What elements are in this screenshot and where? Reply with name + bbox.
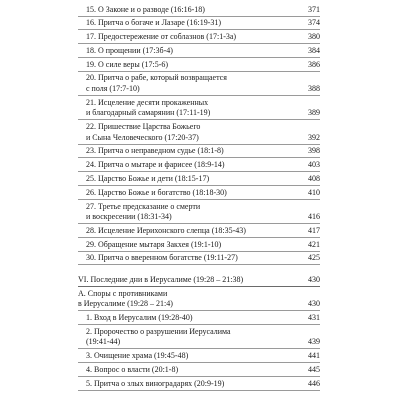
toc-entry-title: VI. Последние дни в Иерусалиме (19:28 – 21:38) bbox=[78, 274, 244, 284]
toc-entry bbox=[78, 253, 320, 266]
toc-entry-title: 16. Притча о богаче и Лазаре (16:19-31) bbox=[86, 18, 222, 28]
toc-entry-line bbox=[86, 253, 320, 264]
toc-entry-title: 25. Царство Божье и дети (18:15-17) bbox=[86, 173, 210, 183]
toc-entry-title: и Сына Человеческого (17:20-37) bbox=[86, 132, 199, 142]
toc-page-number: 388 bbox=[308, 83, 320, 93]
toc-entry-title: 4. Вопрос о власти (20:1-8) bbox=[86, 364, 179, 374]
toc-entry bbox=[78, 313, 320, 326]
toc-entry-title: 15. О Законе и о разводе (16:16-18) bbox=[86, 4, 205, 14]
toc-entry-title: 1. Вход в Иерусалим (19:28-40) bbox=[86, 313, 193, 323]
toc-section-heading bbox=[78, 288, 320, 311]
toc-entry-line bbox=[86, 351, 320, 362]
toc-entry-line bbox=[86, 212, 320, 223]
toc-entry-line bbox=[86, 98, 320, 109]
toc-entry-line bbox=[86, 146, 320, 157]
toc-entry bbox=[78, 122, 320, 145]
toc-entry bbox=[78, 32, 320, 45]
toc-page-number: 371 bbox=[308, 4, 320, 14]
toc-entry-title: 5. Притча о злых виноградарях (20:9-19) bbox=[86, 378, 225, 388]
toc-entry-line bbox=[86, 5, 320, 16]
toc-page-number: 410 bbox=[308, 187, 320, 197]
toc-entry-title: и благодарный самарянин (17:11-19) bbox=[86, 108, 211, 118]
toc-entry bbox=[78, 45, 320, 58]
toc-page-number: 386 bbox=[308, 59, 320, 69]
toc-entry-line bbox=[86, 18, 320, 29]
toc-entry-title: 2. Пророчество о разрушении Иерусалима bbox=[86, 326, 231, 336]
toc-page-number: 446 bbox=[308, 378, 320, 388]
toc-entry-title: с поля (17:7-10) bbox=[86, 83, 140, 93]
toc-entry-line bbox=[86, 46, 320, 57]
toc-page-number: 384 bbox=[308, 45, 320, 55]
toc-entry bbox=[78, 364, 320, 377]
toc-page-number: 398 bbox=[308, 146, 320, 156]
toc-entry bbox=[78, 160, 320, 173]
toc-entry bbox=[78, 326, 320, 349]
toc-entry-title: 18. О прощении (17:3б-4) bbox=[86, 45, 173, 55]
toc-page-number: 417 bbox=[308, 225, 320, 235]
toc-entry-title: 26. Царство Божье и богатство (18:18-30) bbox=[86, 187, 227, 197]
toc-page-number: 408 bbox=[308, 173, 320, 183]
toc-entry-title: 3. Очищение храма (19:45-48) bbox=[86, 351, 189, 361]
toc-entry bbox=[78, 201, 320, 224]
toc-entry bbox=[78, 4, 320, 17]
toc-entry-line bbox=[86, 122, 320, 133]
toc-entry-title: 28. Исцеление Иерихонского слепца (18:35-43) bbox=[86, 225, 246, 235]
table-of-contents bbox=[78, 4, 320, 392]
toc-entry-title: 17. Предостережение от соблазнов (17:1-3а) bbox=[86, 32, 237, 42]
toc-part-heading bbox=[78, 274, 320, 287]
toc-entry-line bbox=[78, 299, 320, 310]
toc-entry-line bbox=[86, 202, 320, 213]
toc-entry-line bbox=[78, 289, 320, 300]
toc-entry bbox=[78, 239, 320, 252]
toc-page-number: 431 bbox=[308, 313, 320, 323]
toc-entry bbox=[78, 225, 320, 238]
toc-page-number: 374 bbox=[308, 18, 320, 28]
toc-entry-line bbox=[86, 32, 320, 43]
toc-entry-line bbox=[86, 337, 320, 348]
toc-entry bbox=[78, 187, 320, 200]
toc-page-number: 389 bbox=[308, 108, 320, 118]
toc-entry-title: в Иерусалиме (19:28 – 21:4) bbox=[78, 299, 173, 309]
toc-entry-line bbox=[86, 379, 320, 390]
toc-entry-line bbox=[86, 240, 320, 251]
toc-page-number: 425 bbox=[308, 253, 320, 263]
toc-entry-line bbox=[86, 365, 320, 376]
toc-page-number: 441 bbox=[308, 351, 320, 361]
toc-entry bbox=[78, 351, 320, 364]
toc-entry bbox=[78, 378, 320, 391]
toc-entry-title: 23. Притча о неправедном судье (18:1-8) bbox=[86, 146, 224, 156]
toc-entry-line bbox=[78, 275, 320, 286]
toc-entry-line bbox=[86, 327, 320, 338]
toc-entry-title: 30. Притча о вверенном богатстве (19:11-27) bbox=[86, 253, 238, 263]
toc-entry-line bbox=[86, 226, 320, 237]
toc-entry-line bbox=[86, 133, 320, 144]
toc-page-number: 380 bbox=[308, 32, 320, 42]
toc-entry-title: 29. Обращение мытаря Закхея (19:1-10) bbox=[86, 239, 222, 249]
toc-entry bbox=[78, 59, 320, 72]
toc-page-number: 430 bbox=[308, 274, 320, 284]
toc-page-number: 416 bbox=[308, 212, 320, 222]
toc-page-number: 445 bbox=[308, 364, 320, 374]
toc-entry-title: А. Споры с противниками bbox=[78, 288, 168, 298]
toc-entry-line bbox=[86, 108, 320, 119]
toc-entry-title: 21. Исцеление десяти прокаженных bbox=[86, 97, 209, 107]
toc-entry-line bbox=[86, 160, 320, 171]
toc-entry-title: 20. Притча о рабе, который возвращается bbox=[86, 73, 227, 83]
toc-entry-line bbox=[86, 84, 320, 95]
toc-entry bbox=[78, 173, 320, 186]
toc-page-number: 403 bbox=[308, 160, 320, 170]
toc-entry-title: 24. Притча о мытаре и фарисее (18:9-14) bbox=[86, 160, 225, 170]
toc-entry bbox=[78, 97, 320, 120]
toc-entry-line bbox=[86, 174, 320, 185]
toc-entry-line bbox=[86, 60, 320, 71]
toc-entry-title: (19:41-44) bbox=[86, 337, 121, 347]
toc-entry-title: 19. О силе веры (17:5-6) bbox=[86, 59, 169, 69]
toc-page-number: 392 bbox=[308, 132, 320, 142]
toc-page-number: 430 bbox=[308, 299, 320, 309]
toc-entry-title: 22. Пришествие Царства Божьего bbox=[86, 122, 201, 132]
toc-entry-line bbox=[86, 73, 320, 84]
toc-entry-title: и воскресении (18:31-34) bbox=[86, 212, 172, 222]
toc-entry-title: 27. Третье предсказание о смерти bbox=[86, 201, 201, 211]
toc-entry bbox=[78, 73, 320, 96]
toc-page-number: 439 bbox=[308, 337, 320, 347]
toc-entry-line bbox=[86, 313, 320, 324]
toc-page-number: 421 bbox=[308, 239, 320, 249]
toc-entry bbox=[78, 146, 320, 159]
toc-entry bbox=[78, 18, 320, 31]
toc-entry-line bbox=[86, 188, 320, 199]
